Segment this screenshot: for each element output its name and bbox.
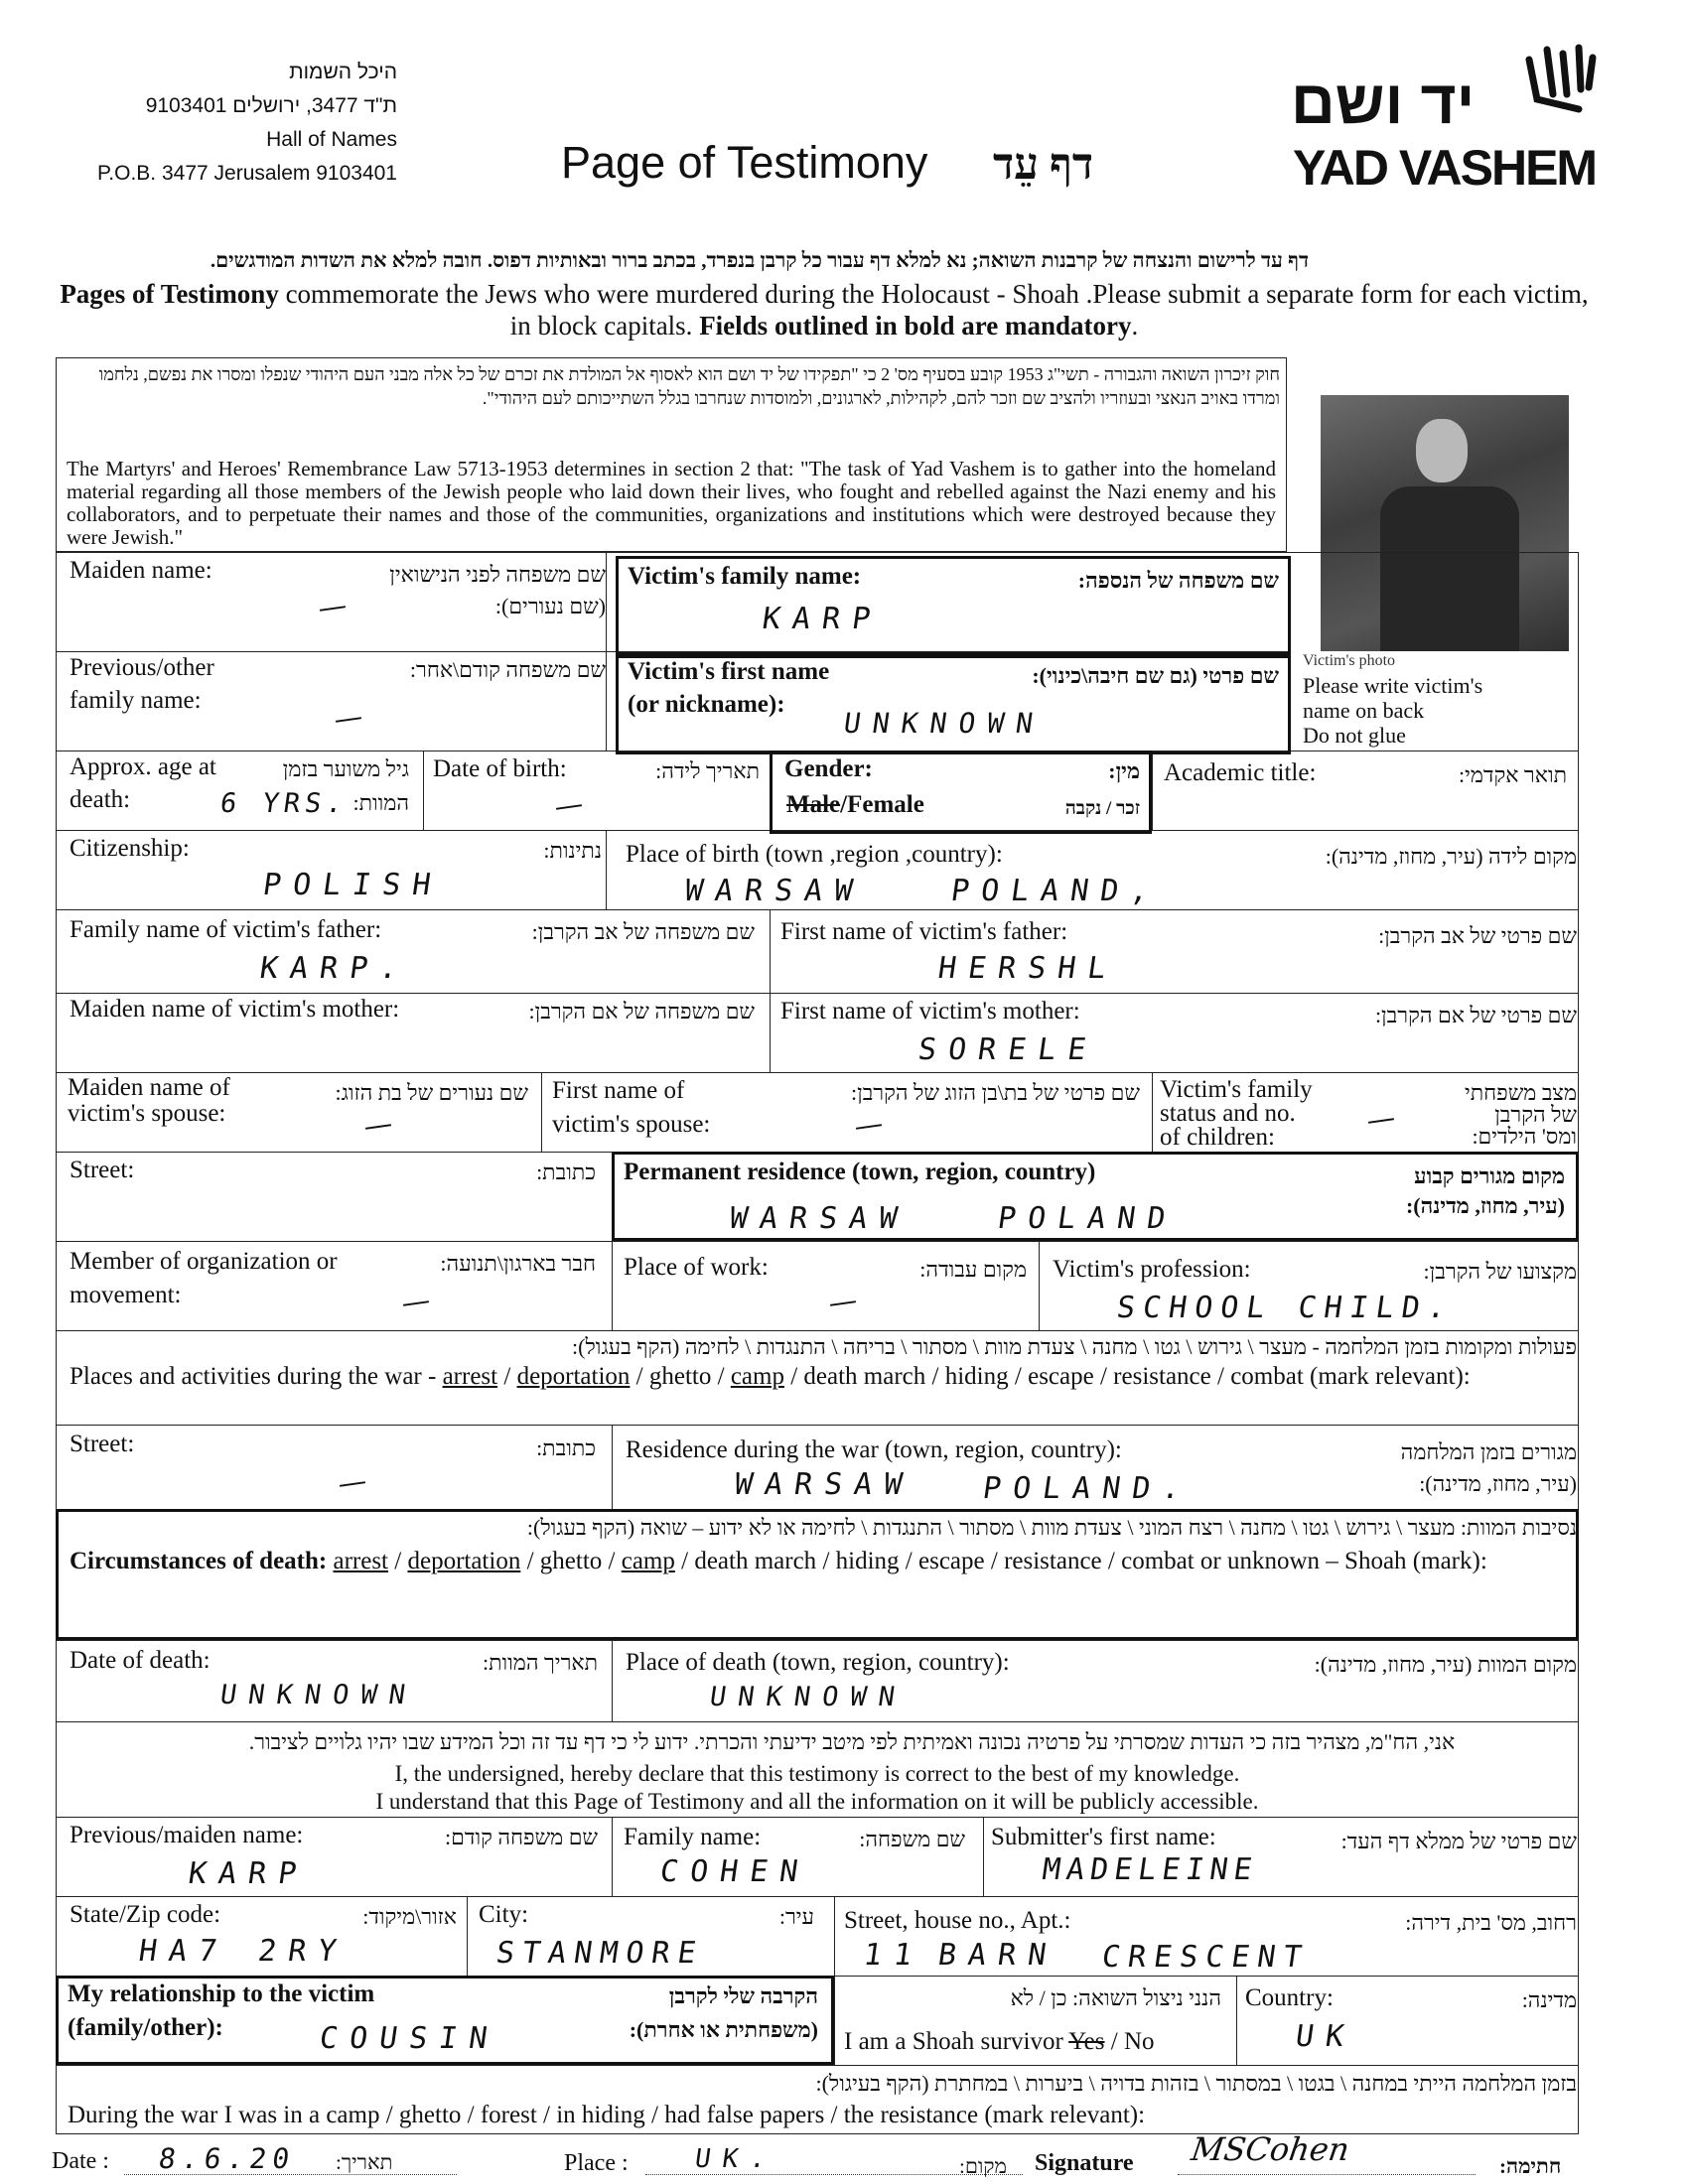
org-heb: חבר בארגון\תנועה: [440,1251,596,1276]
spouse-maiden-label-2: victim's spouse: [68,1100,226,1127]
act-deportation[interactable]: deportation [516,1363,631,1390]
dod-value[interactable]: UNKNOWN [217,1680,419,1710]
citizenship-label: Citizenship: [70,835,190,862]
city-heb: עיר: [778,1904,814,1929]
page-title-heb: דף עֵד [993,140,1094,189]
father-first-value[interactable]: HERSHL [935,951,1120,986]
place-value[interactable]: UK. [692,2144,780,2174]
circ-hiding[interactable]: hiding [835,1548,900,1574]
circ-deportation[interactable]: deportation [407,1548,521,1574]
submitter-first-heb: שם פרטי של ממלא דף העד: [1340,1829,1577,1853]
zip-value[interactable]: HA7 2RY [136,1934,351,1969]
submitter-prev-label: Previous/maiden name: [70,1822,304,1848]
war-res-label: Residence during the war (town, region, country): [626,1436,1122,1463]
survivor-label: I am a Shoah survivor [844,2028,1069,2055]
country-value[interactable]: UK [1293,2019,1358,2054]
place-label: Place : [564,2150,629,2176]
photo-note-1: Victim's photo [1303,652,1396,669]
law-heb: חוק זיכרון השואה והגבורה - תשי"ג 1953 קובע בסעיף מס' 2 כי "תפקידו של יד ושם הוא לאסוף אל המולדת את זכרם של כל אלה מבני העם היהודי שנפלו ומסרו את נפשם, נלחמו ומרדו באויב הנאצי ובעוזריו ולהציב שם וזכר להם, לקהילות, לארגונים, ולמוסדות שנחרבו בגלל השתייכותם לעם היהודי". [98,364,1280,408]
pod-label: Place of death (town, region, country): [626,1649,1010,1676]
camp-heb: בזמן המלחמה הייתי במחנה \ בגטו \ במסתור \ בזהות בדויה \ ביערות \ במחתרת (הקף בעיגול): [815,2071,1577,2096]
intro-bold-1: Pages of Testimony [60,279,279,309]
intro-heb: דף עד לרישום והנצחה של קרבנות השואה; נא למלא דף עבור כל קרבן בנפרד, בכתב ברור ובאותיות דפוס. חובה למלא את השדות המודגשים. [210,248,1310,272]
age-label: Approx. age at [70,753,216,780]
intro-text [60,278,1589,341]
academic-label: Academic title: [1164,759,1317,786]
perm-res-label: Permanent residence (town, region, country) [624,1159,1096,1185]
street-heb: כתובת: [536,1160,596,1184]
act-death-march[interactable]: death march [803,1363,926,1390]
circ-row: Circumstances of death: arrest / deportation / ghetto / camp / death march / hiding / escape / resistance / combat or unknown – Shoah (mark): [70,1548,1487,1574]
submitter-prev-heb: שם משפחה קודם: [445,1825,598,1849]
signature-heb: חתימה: [1499,2154,1562,2178]
intro-end: . [1131,311,1139,341]
submitter-prev-value[interactable]: KARP [186,1856,311,1891]
law-box [56,357,1287,552]
family-status-heb-3: ומס' הילדים: [1472,1124,1577,1149]
family-status-heb: מצב משפחתי [1464,1080,1577,1105]
war-res-heb: מגורים בזמן המלחמה [1400,1439,1577,1464]
profession-label: Victim's profession: [1053,1256,1251,1283]
age-label-2: death: [70,786,131,813]
country-label: Country: [1245,1984,1334,2011]
family-status-label-2: status and no. [1160,1100,1296,1127]
gender-heb: מין: [1108,758,1140,783]
war-res-heb-2: (עיר, מחוז, מדינה): [1419,1471,1577,1496]
mother-maiden-label: Maiden name of victim's mother: [70,996,400,1023]
circ-combat[interactable]: combat or unknown – Shoah (mark): [1121,1548,1487,1574]
act-hiding[interactable]: hiding [944,1363,1009,1390]
circ-death-march[interactable]: death march [694,1548,817,1574]
first-name-label-2: (or nickname): [628,691,785,718]
act-camp[interactable]: camp [730,1363,784,1390]
address-en-2: P.O.B. 3477 Jerusalem 9103401 [97,162,397,185]
pob-value-2[interactable]: POLAND, [948,874,1163,908]
gender-options[interactable] [786,792,924,818]
photo-note-2: Please write victim's [1303,673,1483,698]
address-heb-2: ת"ד 3477, ירושלים 9103401 [145,94,397,117]
survivor-row[interactable] [844,2029,1155,2055]
dob-heb: תאריך לידה: [655,758,760,783]
age-heb: גיל משוער בזמן [282,756,409,781]
survivor-yes: Yes [1068,2028,1105,2055]
relationship-label: My relationship to the victim [68,1980,375,2007]
address-heb-1: היכל השמות [289,61,397,83]
act-resistance[interactable]: resistance [1113,1363,1211,1390]
photo-face [1416,419,1468,482]
first-name-label: Victim's first name [628,658,830,685]
perm-res-heb: מקום מגורים קבוע [1414,1163,1565,1188]
family-status-heb-2: של הקרבן [1494,1102,1577,1127]
citizenship-heb: נתינות: [543,838,602,863]
intro-bold-2: Fields outlined in bold are mandatory [699,311,1132,341]
perm-res-value-2[interactable]: POLAND [995,1201,1180,1236]
city-value[interactable]: STANMORE [493,1936,706,1971]
address-block [97,56,397,191]
submitter-family-value[interactable]: COHEN [657,1854,812,1889]
law-en: The Martyrs' and Heroes' Remembrance Law 5713-1953 determines in section 2 that: "The task of Yad Vashem is to gather into the homeland material regarding all those members of the Jewish people who laid down their lives, who fought and rebelled against the Nazi enemy and his collaborators, and to perpetuate their names and those of the communities, organizations and institutions which were destroyed because they were Jewish." [67,457,1276,549]
zip-heb: אזור\מיקוד: [362,1904,457,1929]
father-first-label: First name of victim's father: [780,918,1068,945]
relationship-heb-2: (משפחתית או אחרת): [629,2017,818,2042]
dob-label: Date of birth: [433,755,567,782]
submitter-family-label: Family name: [624,1824,762,1850]
father-family-heb: שם משפחה של אב הקרבן: [531,919,755,944]
maiden-name-heb-2: (שם נעורים): [494,594,606,618]
menorah-icon [1519,40,1599,139]
circ-label: Circumstances of death: [70,1548,328,1574]
family-status-label-3: of children: [1160,1124,1275,1151]
family-name-heb: שם משפחה של הנספה: [1077,568,1279,593]
act-escape[interactable]: escape [1028,1363,1094,1390]
logo-heb: יד ושם [1291,68,1476,137]
declaration-1: I, the undersigned, hereby declare that this testimony is correct to the best of my knowledge. [394,1761,1240,1786]
profession-value[interactable]: SCHOOL CHILD. [1114,1291,1457,1325]
perm-res-value-1[interactable]: WARSAW [727,1201,912,1236]
submitter-street-value-1[interactable]: 11 [861,1938,926,1973]
date-value[interactable]: 8.6.20 [156,2142,298,2175]
activities-row: Places and activities during the war - arrest / deportation / ghetto / camp / death march / hiding / escape / resistance / combat (mark relevant): [70,1363,1471,1390]
city-label: City: [479,1901,529,1928]
circ-resistance[interactable]: resistance [1004,1548,1102,1574]
family-name-value[interactable]: KARP [760,602,885,636]
age-heb-2: המוות: [352,790,409,815]
relationship-value[interactable]: COUSIN [317,2021,501,2056]
submitter-street-label: Street, house no., Apt.: [844,1907,1071,1934]
gender-label: Gender: [784,755,873,782]
submitter-street-heb: רחוב, מס' בית, דירה: [1405,1910,1577,1935]
gender-heb-2: זכר / נקבה [1064,798,1140,819]
org-label: Member of organization or [70,1248,338,1275]
spouse-maiden-heb: שם נעורים של בת הזוג: [335,1080,528,1105]
place-heb: מקום: [959,2154,1007,2178]
perm-res-heb-2: (עיר, מחוז, מדינה): [1405,1193,1565,1218]
war-res-value-1[interactable]: WARSAW [732,1467,916,1502]
yad-vashem-logo [1291,40,1599,199]
relationship-label-2: (family/other): [68,2014,223,2041]
family-status-label: Victim's family [1160,1076,1313,1103]
father-family-value[interactable]: KARP. [257,951,412,986]
dod-label: Date of death: [70,1647,211,1674]
submitter-street-value-3[interactable]: CRESCENT [1099,1940,1312,1975]
survivor-no: / No [1104,2028,1155,2055]
camp-label: During the war I was in a camp / ghetto / forest / in hiding / had false papers / the resistance (mark relevant): [68,2102,1146,2128]
signature-value[interactable]: MSCohen [1189,2130,1352,2168]
citizenship-value[interactable]: POLISH [260,868,445,902]
circ-escape[interactable]: escape [918,1548,985,1574]
dod-heb: תאריך המוות: [483,1650,598,1675]
father-first-heb: שם פרטי של אב הקרבן: [1378,923,1577,948]
pod-heb: מקום המוות (עיר, מחוז, מדינה): [1314,1652,1577,1677]
circ-ghetto[interactable]: ghetto [539,1548,603,1574]
mother-first-heb: שם פרטי של אם הקרבן: [1374,1003,1577,1027]
submitter-first-label: Submitter's first name: [991,1824,1216,1850]
spouse-first-heb: שם פרטי של בת\בן הזוג של הקרבן: [850,1080,1140,1105]
intro-span-1: commemorate the Jews who were murdered during the Holocaust - Shoah .Please submit a separate form for each victim, in block capitals. [278,279,1589,341]
spouse-first-label-2: victim's spouse: [552,1111,711,1138]
prev-name-heb: שם משפחה קודם\אחר: [409,657,606,682]
war-street-label: Street: [70,1431,135,1457]
pob-value-1[interactable]: WARSAW [682,874,867,908]
date-heb: תאריך: [336,2150,393,2174]
date-label: Date : [52,2148,109,2174]
submitter-street-value-2[interactable]: BARN [935,1938,1060,1973]
first-name-value[interactable]: UNKNOWN [841,707,1048,740]
mother-first-label: First name of victim's mother: [780,998,1080,1024]
activities-heb: פעולות ומקומות בזמן המלחמה - מעצר \ גירוש \ גטו \ מחנה \ צעדת מוות \ מסתור \ בריחה \ התנגדות \ לחימה (הקף בעגול): [572,1334,1577,1359]
country-heb: מדינה: [1521,1987,1577,2012]
maiden-name-heb: שם משפחה לפני הנישואין [389,562,606,587]
zip-label: State/Zip code: [70,1901,221,1928]
war-street-heb: כתובת: [536,1435,596,1460]
academic-heb: תואר אקדמי: [1458,762,1567,787]
spouse-first-label: First name of [552,1077,685,1104]
act-ghetto[interactable]: ghetto [648,1363,712,1390]
age-value[interactable]: 6 YRS. [217,788,350,819]
prev-name-label: Previous/other [70,654,214,681]
circ-camp[interactable]: camp [621,1548,675,1574]
spouse-maiden-label: Maiden name of [68,1074,230,1101]
mother-maiden-heb: שם משפחה של אם הקרבן: [528,999,755,1024]
submitter-first-value[interactable]: MADELEINE [1040,1852,1261,1887]
circ-heb: נסיבות המוות: מעצר \ גירוש \ גטו \ מחנה \ רצח המוני \ צעדת מוות \ מסתור \ התנגדות \ לחימה או לא ידוע – שואה (הקף בעגול): [526,1515,1577,1540]
father-family-label: Family name of victim's father: [70,916,382,943]
circ-arrest[interactable]: arrest [333,1548,389,1574]
act-combat[interactable]: combat (mark relevant): [1230,1363,1471,1390]
photo-note-3: name on back [1303,698,1425,723]
pob-label: Place of birth (town ,region ,country): [626,841,1003,868]
submitter-family-heb: שם משפחה: [859,1827,965,1851]
profession-heb: מקצועו של הקרבן: [1423,1259,1577,1284]
work-label: Place of work: [624,1254,769,1281]
declaration-2: I understand that this Page of Testimony and all the information on it will be publicly accessible. [375,1789,1259,1814]
family-name-label: Victim's family name: [628,563,862,590]
first-name-heb: שם פרטי (גם שם חיבה\כינוי): [1032,663,1279,688]
pod-value[interactable]: UNKNOWN [707,1682,909,1712]
address-en-1: Hall of Names [266,128,397,151]
pob-heb: מקום לידה (עיר, מחוז, מדינה): [1325,844,1577,869]
relationship-heb: הקרבה שלי לקרבן [668,1983,818,2008]
survivor-heb: הנני ניצול השואה: כן / לא [1010,1985,1221,2010]
photo-note-4: Do not glue [1303,723,1406,748]
declaration-heb: אני, הח"מ, מצהיר בזה כי העדות שמסרתי על פרטיה נכונה ואמיתית לפי מיטב ידיעתי והכרתי. ידוע לי כי דף עד זה וכל המידע שבו יהיו גלויים לציבור. [248,1729,1456,1754]
mother-first-value[interactable]: SORELE [915,1032,1100,1067]
act-arrest[interactable]: arrest [442,1363,498,1390]
signature-label: Signature [1035,2150,1134,2176]
logo-en: YAD VASHEM [1293,140,1597,196]
org-label-2: movement: [70,1282,182,1308]
gender-female: /Female [840,791,924,818]
page-title: Page of Testimony [561,137,928,188]
work-heb: מקום עבודה: [919,1257,1027,1282]
war-res-value-2[interactable]: POLAND. [980,1471,1195,1506]
activities-label: Places and activities during the war - [70,1363,443,1390]
gender-male: Male [786,791,841,818]
maiden-name-label: Maiden name: [70,557,212,584]
prev-name-label-2: family name: [70,687,202,714]
street-label: Street: [70,1157,135,1183]
